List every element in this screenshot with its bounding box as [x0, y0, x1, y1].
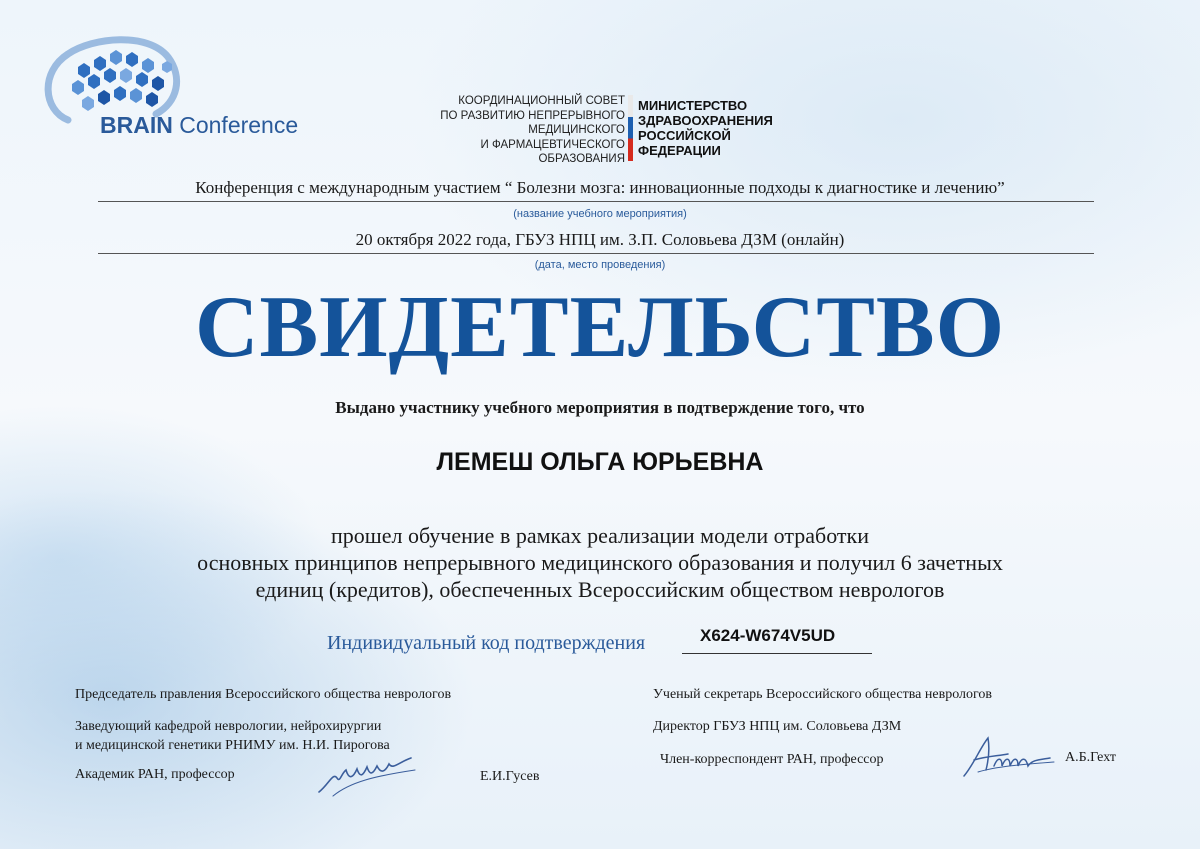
ministry-line: МИНИСТЕРСТВО [638, 98, 748, 113]
right-signatory-position-1: Ученый секретарь Всероссийского общества неврологов [653, 687, 993, 702]
logo-brand-bold: BRAIN [100, 112, 173, 138]
logo-brand-rest: Conference [172, 112, 299, 138]
issued-statement: Выдано участнику учебного мероприятия в подтверждение того, что [335, 398, 865, 417]
council-name [420, 94, 625, 167]
left-signatory-position-3: и медицинской генетики РНИМУ им. Н.И. Пирогова [75, 738, 390, 753]
logo-wordmark [100, 112, 298, 139]
confirmation-code-label: Индивидуальный код подтверждения [327, 632, 646, 654]
ministry-name [638, 98, 773, 158]
right-signatory-name: А.Б.Гехт [1065, 750, 1116, 765]
left-signatory-title: Академик РАН, профессор [75, 767, 235, 782]
body-line: единиц (кредитов), обеспеченных Всероссийским обществом неврологов [255, 577, 945, 602]
russian-flag-stripe-icon [628, 95, 633, 161]
right-signatory-position-2: Директор ГБУЗ НПЦ им. Соловьева ДЗМ [653, 719, 902, 734]
ministry-line: РОССИЙСКОЙ [638, 128, 731, 143]
ministry-line: ЗДРАВООХРАНЕНИЯ [638, 113, 773, 128]
council-line: ПО РАЗВИТИЮ НЕПРЕРЫВНОГО [440, 109, 625, 122]
left-signatory-name: Е.И.Гусев [480, 769, 540, 784]
certificate-body [100, 522, 1100, 603]
left-handwritten-signature [315, 752, 425, 800]
recipient-name: ЛЕМЕШ ОЛЬГА ЮРЬЕВНА [436, 448, 764, 476]
council-line: КООРДИНАЦИОННЫЙ СОВЕТ [458, 95, 625, 107]
council-line: ОБРАЗОВАНИЯ [538, 153, 625, 165]
council-line: МЕДИЦИНСКОГО [528, 124, 625, 136]
confirmation-code-underline [682, 653, 872, 654]
event-date-place: 20 октября 2022 года, ГБУЗ НПЦ им. З.П. Соловьева ДЗМ (онлайн) [355, 230, 845, 249]
event-name-rule [98, 201, 1094, 202]
confirmation-code-value: X624-W674V5UD [700, 626, 836, 645]
event-name: Конференция с международным участием “ Болезни мозга: инновационные подходы к диагностике и лечению” [195, 178, 1005, 197]
right-signatory-title: Член-корреспондент РАН, профессор [660, 752, 884, 767]
left-signatory-position-1: Председатель правления Всероссийского общества неврологов [75, 687, 452, 702]
right-handwritten-signature [958, 730, 1058, 782]
ministry-line: ФЕДЕРАЦИИ [638, 143, 721, 158]
left-signatory-position-2: Заведующий кафедрой неврологии, нейрохирургии [75, 719, 382, 734]
council-line: И ФАРМАЦЕВТИЧЕСКОГО [480, 138, 625, 151]
event-name-caption: (название учебного мероприятия) [513, 208, 687, 220]
body-line: основных принципов непрерывного медицинского образования и получил 6 зачетных [197, 550, 1003, 575]
body-line: прошел обучение в рамках реализации модели отработки [330, 523, 869, 548]
event-date-caption: (дата, место проведения) [534, 259, 666, 271]
certificate-title: СВИДЕТЕЛЬСТВО [194, 279, 1006, 376]
event-date-rule [98, 253, 1094, 254]
